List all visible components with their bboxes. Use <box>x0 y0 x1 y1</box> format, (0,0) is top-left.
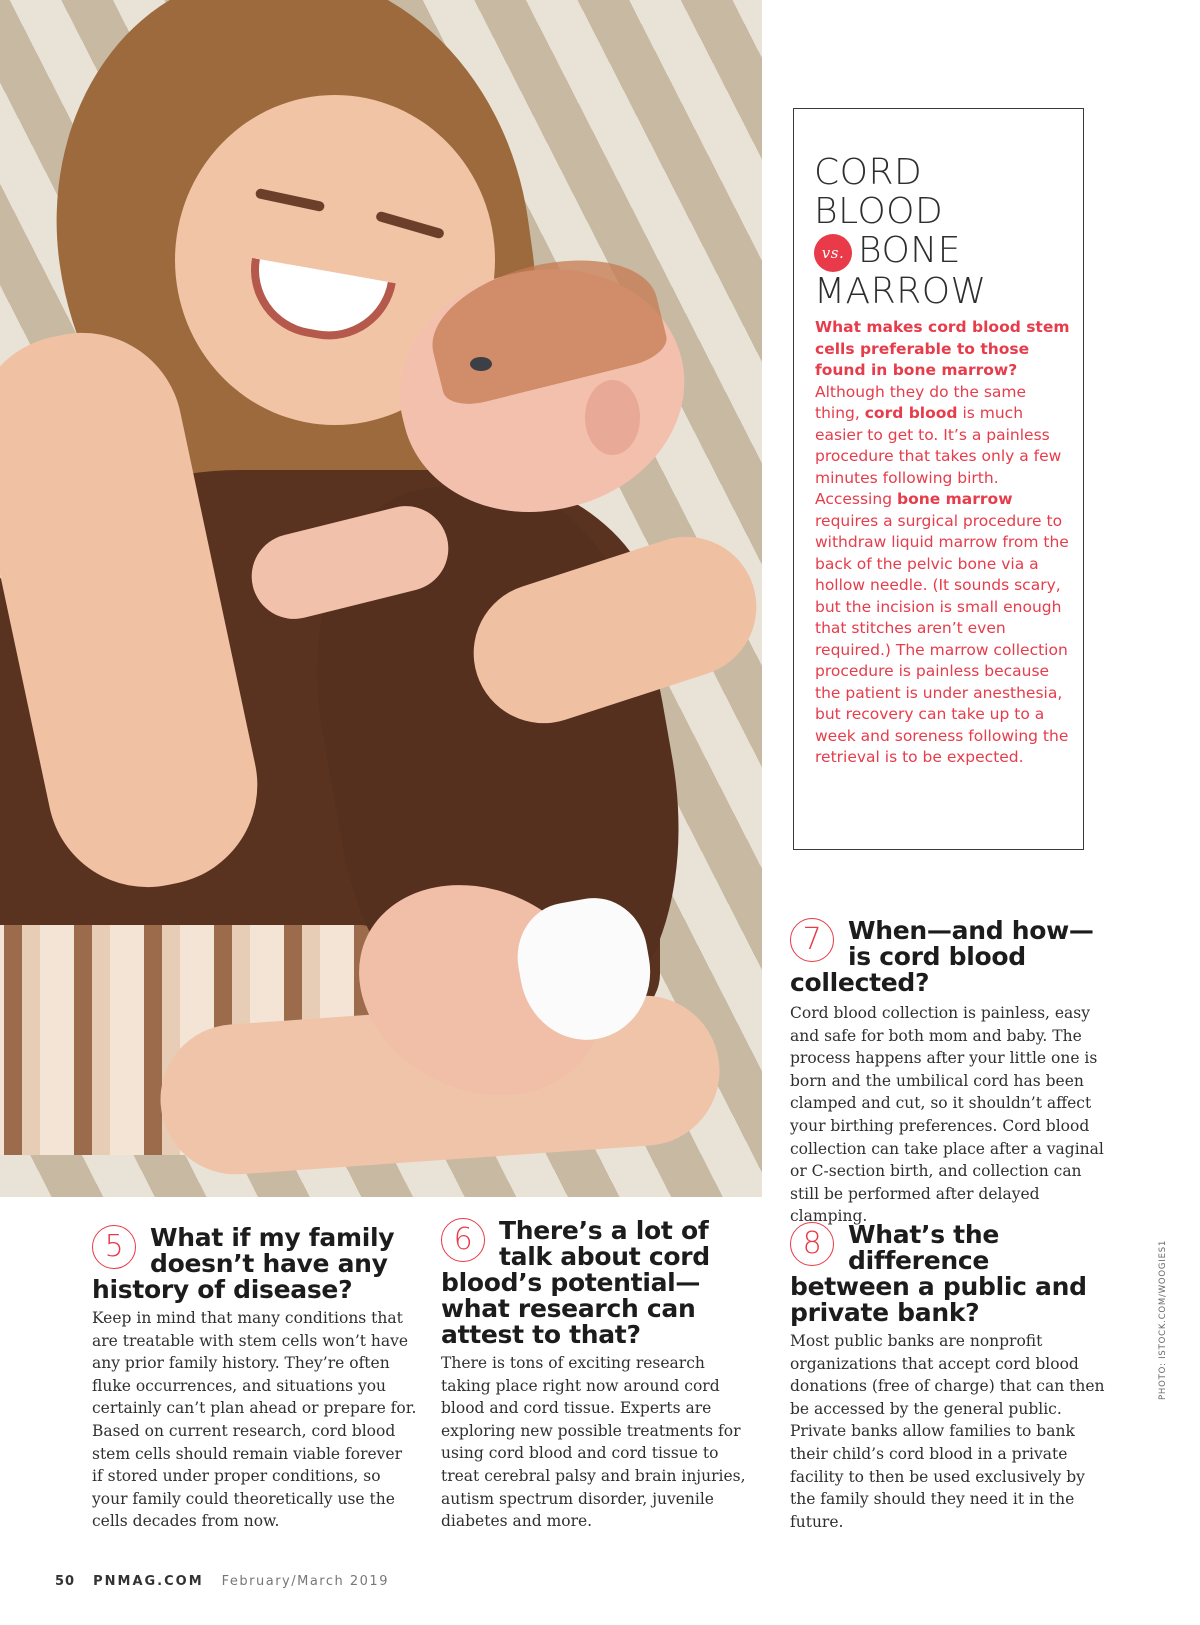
question-heading-text: When—and how—is cord blood collected? <box>790 916 1094 997</box>
question-5 <box>92 1225 417 1533</box>
question-body: Keep in mind that many conditions that are treatable with stem cells won’t have any prior family history. They’re often fluke occurrences, and situations you certainly can’t plan ahead or prepare for. Based on current research, cord blood stem cells should remain viable forever if stored under proper conditions, so your family could theoretically use the cells decades from now. <box>92 1309 417 1531</box>
page-footer <box>55 1574 389 1589</box>
sidebar-body <box>815 317 1071 769</box>
number-badge: 8 <box>790 1222 834 1266</box>
photo-girl-and-baby <box>0 0 762 1197</box>
photo-credit: PHOTO: ISTOCK.COM/WOOGIES1 <box>1158 1239 1168 1400</box>
sidebar-title-line: BLOOD <box>814 191 944 232</box>
sidebar-box <box>793 108 1084 850</box>
question-heading-text: What’s the difference between a public and private bank? <box>790 1220 1087 1327</box>
question-7 <box>790 918 1110 1228</box>
question-body: There is tons of exciting research taking place right now around cord blood and cord tissue. Experts are exploring new possible treatments for using cord blood and cord tissue to treat cerebral palsy and brain injuries, autism spectrum disorder, juvenile diabetes and more. <box>441 1354 746 1531</box>
sidebar-title <box>814 153 1064 311</box>
number-badge: 7 <box>790 918 834 962</box>
sidebar-title-line: CORD <box>814 152 923 193</box>
sidebar-title-line <box>814 231 1064 272</box>
site-name: PNMAG.COM <box>93 1574 204 1589</box>
question-heading-text: What if my family doesn’t have any history of disease? <box>92 1223 395 1304</box>
number-badge: 5 <box>92 1225 136 1269</box>
question-heading <box>441 1218 756 1348</box>
question-body: Cord blood collection is painless, easy and safe for both mom and baby. The process happens after your little one is born and the umbilical cord has been clamped and cut, so it shouldn’t affect your birthing preferences. Cord blood collection can take place after a vaginal or C-section birth, and collection can still be performed after delayed clamping. <box>790 1004 1104 1226</box>
question-body: Most public banks are nonprofit organizations that accept cord blood donations (free of charge) that can then be accessed by the general public. Private banks allow families to bank their child’s cord blood in a private facility to then be used exclusively by the family should they need it in the future. <box>790 1332 1105 1531</box>
issue-date: February/March 2019 <box>221 1574 389 1589</box>
baby-eye <box>470 357 492 371</box>
number-badge: 6 <box>441 1218 485 1262</box>
sidebar-title-word: BONE <box>858 230 961 271</box>
question-heading <box>790 1222 1110 1326</box>
sidebar-bold-term: cord blood <box>864 404 958 422</box>
question-6 <box>441 1218 756 1533</box>
page-number: 50 <box>55 1574 76 1589</box>
vs-badge-icon: vs. <box>814 234 852 272</box>
sidebar-bold-term: bone marrow <box>896 490 1013 508</box>
baby-ear <box>585 380 640 455</box>
sidebar-title-line: MARROW <box>814 271 987 312</box>
sidebar-intro: What makes cord blood stem cells preferable to those found in bone marrow? <box>815 318 1070 379</box>
sidebar-text: requires a surgical procedure to withdraw liquid marrow from the back of the pelvic bone via a hollow needle. (It sounds scary, but the incision is small enough that stitches aren’t even required.) The marrow collection procedure is painless because the patient is under anesthesia, but recovery can take up to a week and soreness following the retrieval is to be expected. <box>815 511 1069 766</box>
sidebar-text: is much easier to get to. It’s a painless procedure that takes only a few minutes following birth. Accessing <box>815 404 1062 508</box>
question-heading <box>790 918 1110 996</box>
sidebar-text: Although they do the same thing, <box>815 382 1027 422</box>
question-8 <box>790 1222 1110 1533</box>
question-heading <box>92 1225 417 1303</box>
question-heading-text: There’s a lot of talk about cord blood’s potential—what research can attest to that? <box>441 1216 710 1349</box>
